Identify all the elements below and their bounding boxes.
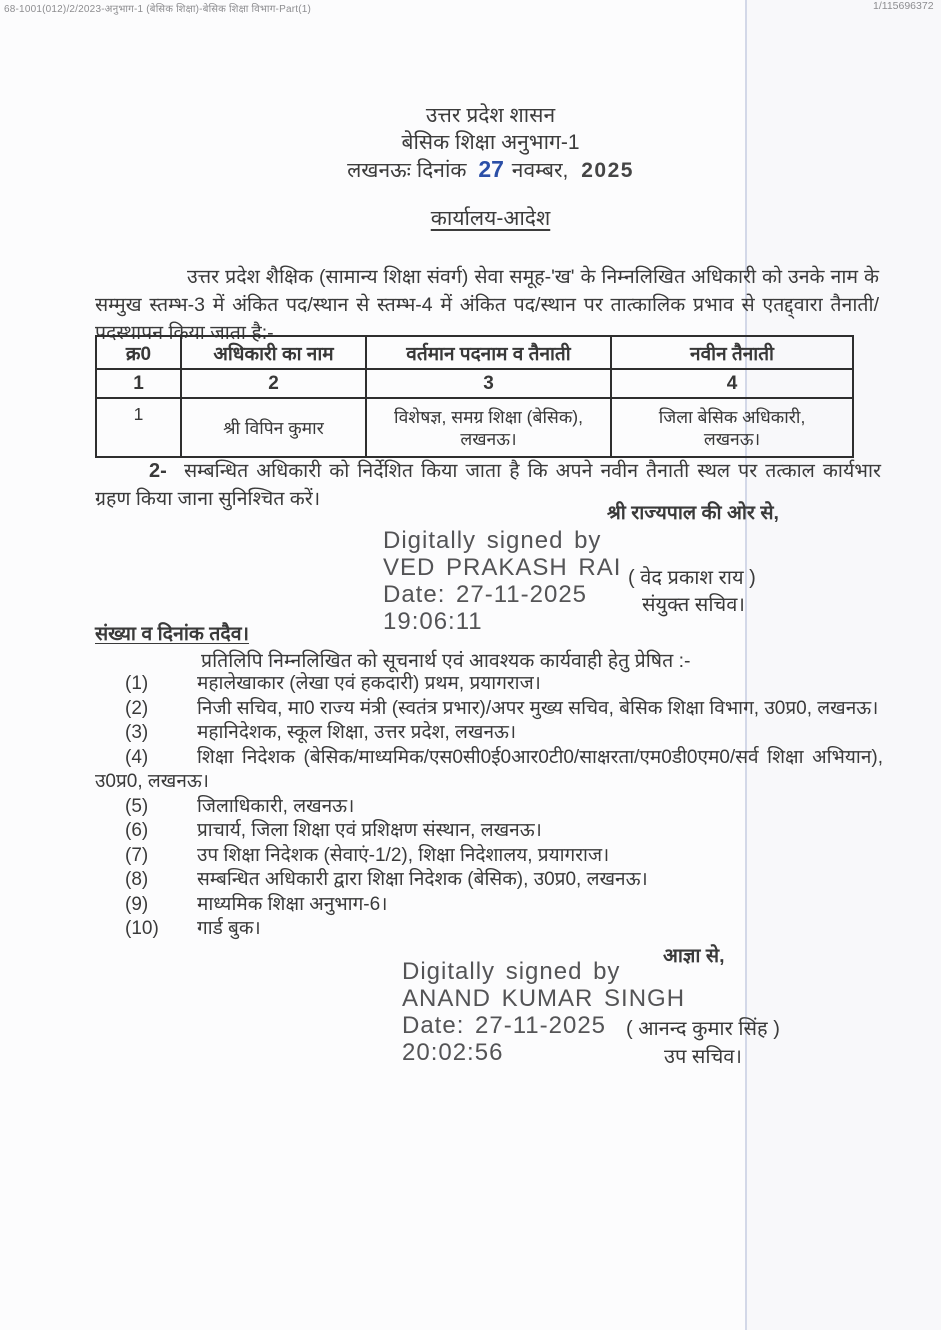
copy-item (95, 697, 883, 722)
col-num-3: 3 (366, 369, 611, 398)
handwritten-date-day: 27 (478, 156, 504, 182)
signer1-designation: संयुक्त सचिव। (642, 594, 745, 616)
col-num-2: 2 (181, 369, 366, 398)
by-order-label: आज्ञा से, (663, 945, 725, 967)
copy-item-number: (9) (125, 893, 149, 915)
copy-item (95, 795, 883, 820)
new-posting-line1: जिला बेसिक अधिकारी, (658, 406, 806, 427)
cell-serial: 1 (96, 398, 181, 457)
table-row (96, 398, 853, 457)
copy-item (95, 721, 883, 746)
date-month: नवम्बर, (511, 159, 569, 182)
page-counter: 1/115696372 (873, 0, 934, 12)
paragraph-2-text: सम्बन्धित अधिकारी को निर्देशित किया जाता है कि अपने नवीन तैनाती स्थल पर तत्काल कार्यभार ग्रहण किया जाना सुनिश्चित करें। (95, 459, 881, 510)
copy-item-text: शिक्षा निदेशक (बेसिक/माध्यमिक/एस0सी0ई0आर0टी0/साक्षरता/एम0डी0एम0/सर्व शिक्षा अभियान), उ0प्र0, लखनऊ। (95, 746, 883, 792)
header-current-posting: वर्तमान पदनाम व तैनाती (366, 336, 611, 369)
on-behalf-of-governor-label: श्री राज्यपाल की ओर से, (607, 502, 779, 524)
copy-item (95, 893, 883, 918)
copy-item (95, 868, 883, 893)
cell-officer-name: श्री विपिन कुमार (181, 398, 366, 457)
col-num-4: 4 (611, 369, 853, 398)
signer2-name: ( आनन्द कुमार सिंह ) (626, 1018, 780, 1040)
digital-sig-line: Date: 27-11-2025 (383, 581, 588, 608)
office-order-title: कार्यालय-आदेश (430, 207, 551, 230)
copy-item-number: (5) (125, 795, 149, 817)
copy-item-text: महालेखाकार (लेखा एवं हकदारी) प्रथम, प्रयागराज। (197, 673, 541, 694)
new-posting-line2: लखनऊ। (703, 428, 761, 449)
copy-item-number: (8) (125, 869, 149, 890)
digital-sig-line: 20:02:56 (402, 1039, 504, 1066)
copy-item-text: माध्यमिक शिक्षा अनुभाग-6। (197, 893, 388, 915)
digital-sig-line: Digitally signed by (383, 527, 602, 554)
copy-item-text: सम्बन्धित अधिकारी द्वारा शिक्षा निदेशक (बेसिक), उ0प्र0, लखनऊ। (197, 869, 648, 890)
copy-item-number: (1) (125, 673, 149, 694)
number-date-same-heading: संख्या व दिनांक तदैव। (95, 623, 250, 645)
file-reference-number: 68-1001(012)/2/2023-अनुभाग-1 (बेसिक शिक्षा)-बेसिक शिक्षा विभाग-Part(1) (4, 4, 312, 15)
copy-item-text: गार्ड बुक। (197, 918, 261, 939)
government-name: उत्तर प्रदेश शासन (425, 104, 556, 127)
digital-sig-line: 19:06:11 (383, 608, 483, 635)
paragraph-2-number: 2- (149, 459, 167, 482)
header-new-posting: नवीन तैनाती (611, 336, 853, 369)
order-paragraph-1: उत्तर प्रदेश शैक्षिक (सामान्य शिक्षा संवर्ग) सेवा समूह-'ख' के निम्नलिखित अधिकारी को उनके नाम के सम्मुख स्तम्भ-3 में अंकित पद/स्थान से स्तम्भ-4 में अंकित पद/स्थान पर तात्कालिक प्रभाव से एतद्द्वारा तैनाती/ पदस्थापन किया जाता है:- (95, 265, 879, 344)
signer1-name: ( वेद प्रकाश राय ) (628, 567, 756, 589)
digital-sig-line: Date: 27-11-2025 (402, 1012, 607, 1039)
digital-signature-ved-prakash-rai (383, 527, 621, 635)
copy-item (95, 819, 883, 844)
digital-sig-line: Digitally signed by (402, 958, 621, 985)
copies-intro: प्रतिलिपि निम्नलिखित को सूचनार्थ एवं आवश्यक कार्यवाही हेतु प्रेषित :- (201, 650, 691, 672)
header-officer-name: अधिकारी का नाम (181, 336, 366, 369)
copy-item-number: (2) (125, 697, 149, 719)
copy-item (95, 746, 883, 795)
signer2-designation: उप सचिव। (664, 1046, 742, 1068)
letterhead (20, 102, 941, 184)
copy-item-number: (10) (125, 918, 159, 939)
current-posting-line2: लखनऊ। (460, 428, 517, 449)
date-year: 2025 (581, 159, 634, 182)
cell-new-posting (611, 398, 853, 457)
scan-fold-line-artifact (745, 0, 747, 1330)
current-posting-line1: विशेषज्ञ, समग्र शिक्षा (बेसिक), (394, 406, 583, 427)
copy-item-text: निजी सचिव, मा0 राज्य मंत्री (स्वतंत्र प्रभार)/अपर मुख्य सचिव, बेसिक शिक्षा विभाग, उ0प्र0, लखनऊ। (197, 697, 879, 719)
digital-sig-line: ANAND KUMAR SINGH (402, 985, 686, 1012)
copy-item (95, 672, 883, 697)
copy-item-text: जिलाधिकारी, लखनऊ। (197, 795, 355, 817)
copy-item-number: (4) (125, 746, 149, 768)
digital-sig-line: VED PRAKASH RAI (383, 554, 622, 581)
copy-item-number: (6) (125, 820, 149, 841)
copy-item-number: (3) (125, 722, 149, 743)
scan-shade-artifact (747, 0, 941, 1330)
column-number-row (96, 369, 853, 398)
col-num-1: 1 (96, 369, 181, 398)
table-header-row (96, 336, 853, 369)
copy-item-text: प्राचार्य, जिला शिक्षा एवं प्रशिक्षण संस्थान, लखनऊ। (197, 820, 542, 841)
posting-table (95, 335, 854, 458)
cell-current-posting (366, 398, 611, 457)
place-date-prefix: लखनऊः दिनांक (347, 159, 467, 182)
copy-item (95, 844, 883, 869)
section-name: बेसिक शिक्षा अनुभाग-1 (401, 131, 580, 154)
copy-item-text: उप शिक्षा निदेशक (सेवाएं-1/2), शिक्षा निदेशालय, प्रयागराज। (197, 844, 610, 866)
copy-item-text: महानिदेशक, स्कूल शिक्षा, उत्तर प्रदेश, लखनऊ। (197, 722, 517, 743)
copy-item-number: (7) (125, 844, 149, 866)
place-date-line (20, 156, 941, 184)
header-serial: क्र0 (96, 336, 181, 369)
copies-list (95, 672, 883, 942)
digital-signature-anand-kumar-singh (402, 958, 685, 1066)
copy-item (95, 917, 883, 942)
